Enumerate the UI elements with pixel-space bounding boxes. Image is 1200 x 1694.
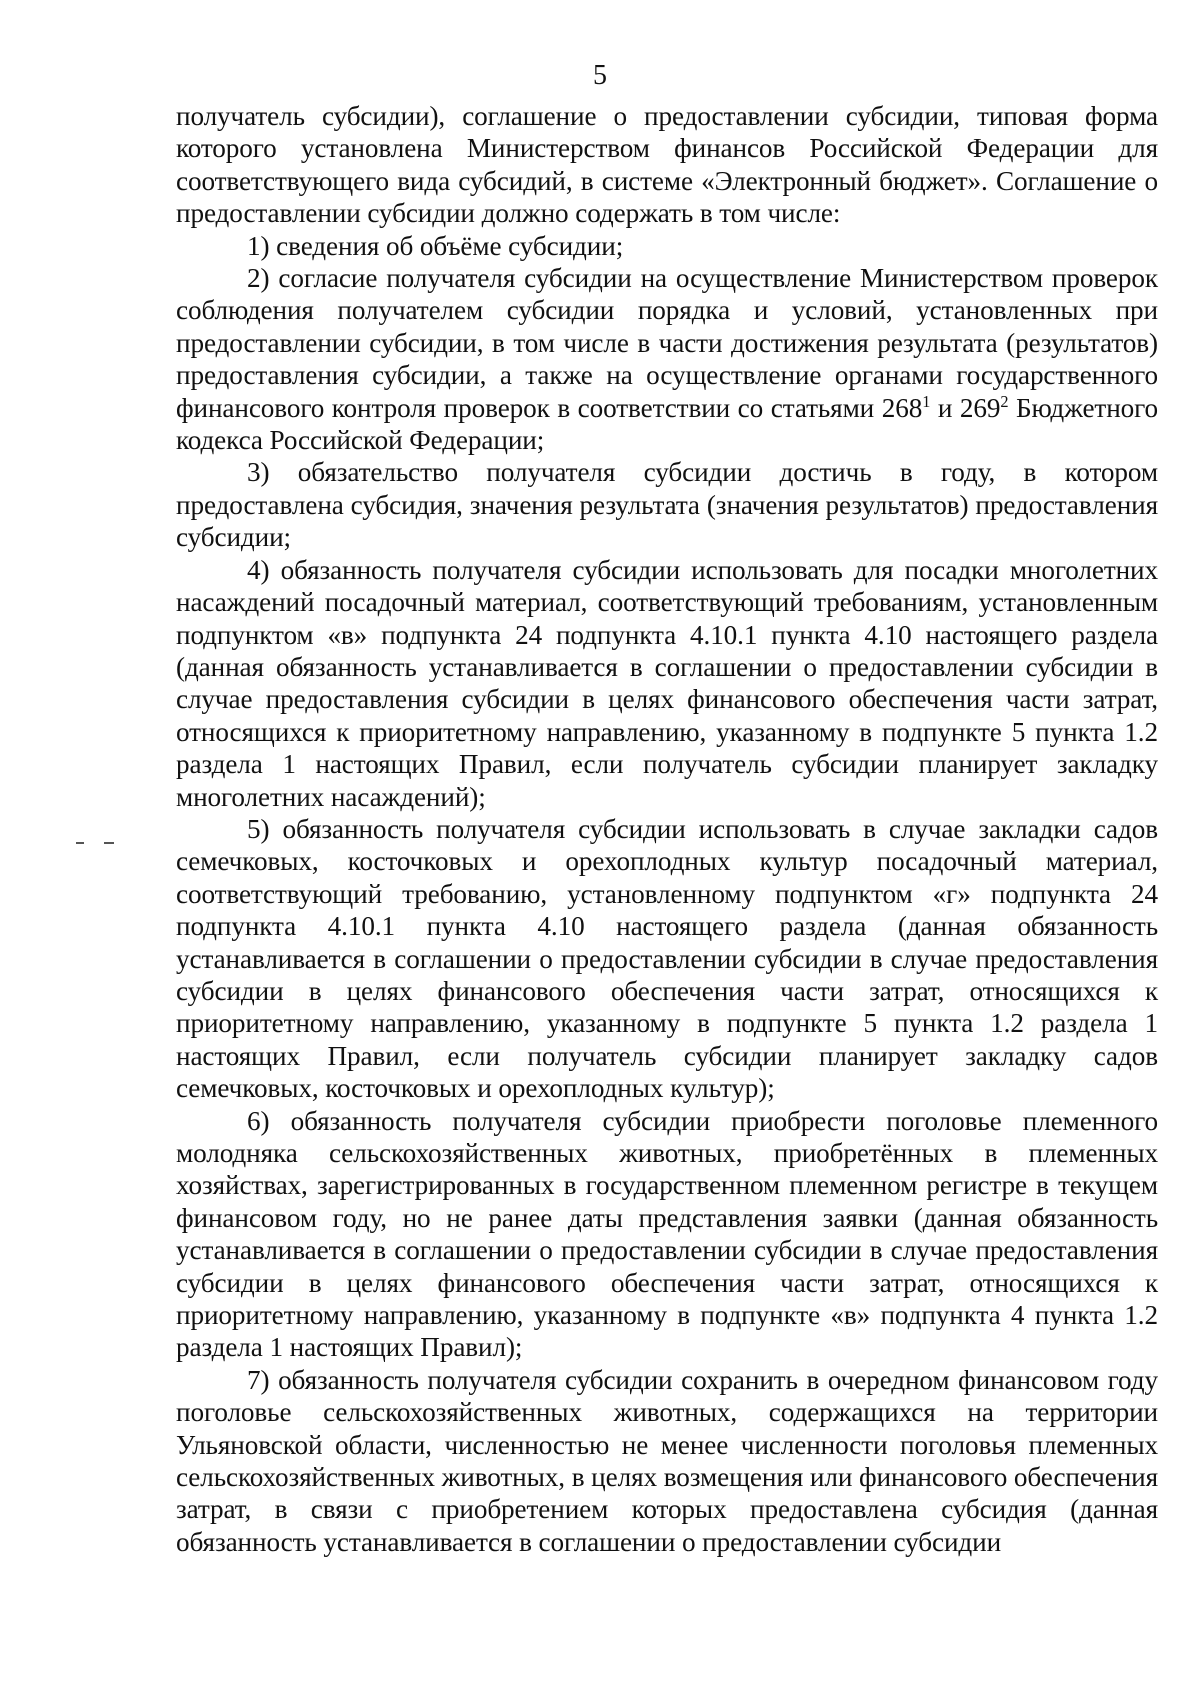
list-item-1: 1) сведения об объёме субсидии; <box>247 230 624 261</box>
list-item-2-text-before: 2) согласие получателя субсидии на осуществление Министерством проверок соблюдения получателем субсидии порядка и условий, установленных при предоставлении субсидии, в том числе в части достижения результата (результатов) предоставления субсидии, а также на осуществление органами государственного финансового контроля проверок в соответствии со статьями 268 <box>176 263 1158 423</box>
list-item-3: 3) обязательство получателя субсидии достичь в году, в котором предоставлена субсидия, значения результата (значения результатов) предоставления субсидии; <box>176 457 1158 553</box>
list-item-4: 4) обязанность получателя субсидии использовать для посадки многолетних насаждений посадочный материал, соответствующий требованиям, установленным подпунктом «в» подпункта 24 подпункта 4.10.1 пункта 4.10 настоящего раздела (данная обязанность устанавливается в соглашении о предоставлении субсидии в случае предоставления субсидии в целях финансового обеспечения части затрат, относящихся к приоритетному направлению, указанному в подпункте 5 пункта 1.2 раздела 1 настоящих Правил, если получатель субсидии планирует закладку многолетних насаждений); <box>176 554 1158 812</box>
list-item-5: 5) обязанность получателя субсидии использовать в случае закладки садов семечковых, косточковых и орехоплодных культур посадочный материал, соответствующий требованию, установленному подпунктом «г» подпункта 24 подпункта 4.10.1 пункта 4.10 настоящего раздела (данная обязанность устанавливается в соглашении о предоставлении субсидии в случае предоставления субсидии в целях финансового обеспечения части затрат, относящихся к приоритетному направлению, указанному в подпункте 5 пункта 1.2 раздела 1 настоящих Правил, если получатель субсидии планирует закладку садов семечковых, косточковых и орехоплодных культур); <box>176 813 1158 1104</box>
page-number: 5 <box>593 60 607 91</box>
list-item-6: 6) обязанность получателя субсидии приобрести поголовье племенного молодняка сельскохозяйственных животных, приобретённых в племенных хозяйствах, зарегистрированных в государственном племенном регистре в текущем финансовом году, но не ранее даты представления заявки (данная обязанность устанавливается в соглашении о предоставлении субсидии в случае предоставления субсидии в целях финансового обеспечения части затрат, относящихся к приоритетному направлению, указанному в подпункте «в» подпункта 4 пункта 1.2 раздела 1 настоящих Правил); <box>176 1105 1158 1363</box>
list-item-7: 7) обязанность получателя субсидии сохранить в очередном финансовом году поголовье сельскохозяйственных животных, содержащихся на территории Ульяновской области, численностью не менее численности поголовья племенных сельскохозяйственных животных, в целях возмещения или финансового обеспечения затрат, в связи с приобретением которых предоставлена субсидия (данная обязанность устанавливается в соглашении о предоставлении субсидии <box>176 1364 1158 1557</box>
document-body <box>176 100 1158 1558</box>
scan-mark <box>104 842 114 844</box>
intro-paragraph: получатель субсидии), соглашение о предоставлении субсидии, типовая форма которого установлена Министерством финансов Российской Федерации для соответствующего вида субсидий, в системе «Электронный бюджет». Соглашение о предоставлении субсидии должно содержать в том числе: <box>176 101 1158 229</box>
superscript-2: 2 <box>1000 391 1009 411</box>
list-item-2-text-middle: и 269 <box>930 392 1001 423</box>
list-item-2-text-after: Бюджетного кодекса Российской Федерации; <box>176 392 1159 456</box>
superscript-1: 1 <box>922 391 931 411</box>
list-item-2 <box>176 262 1158 456</box>
scan-mark <box>76 842 84 844</box>
